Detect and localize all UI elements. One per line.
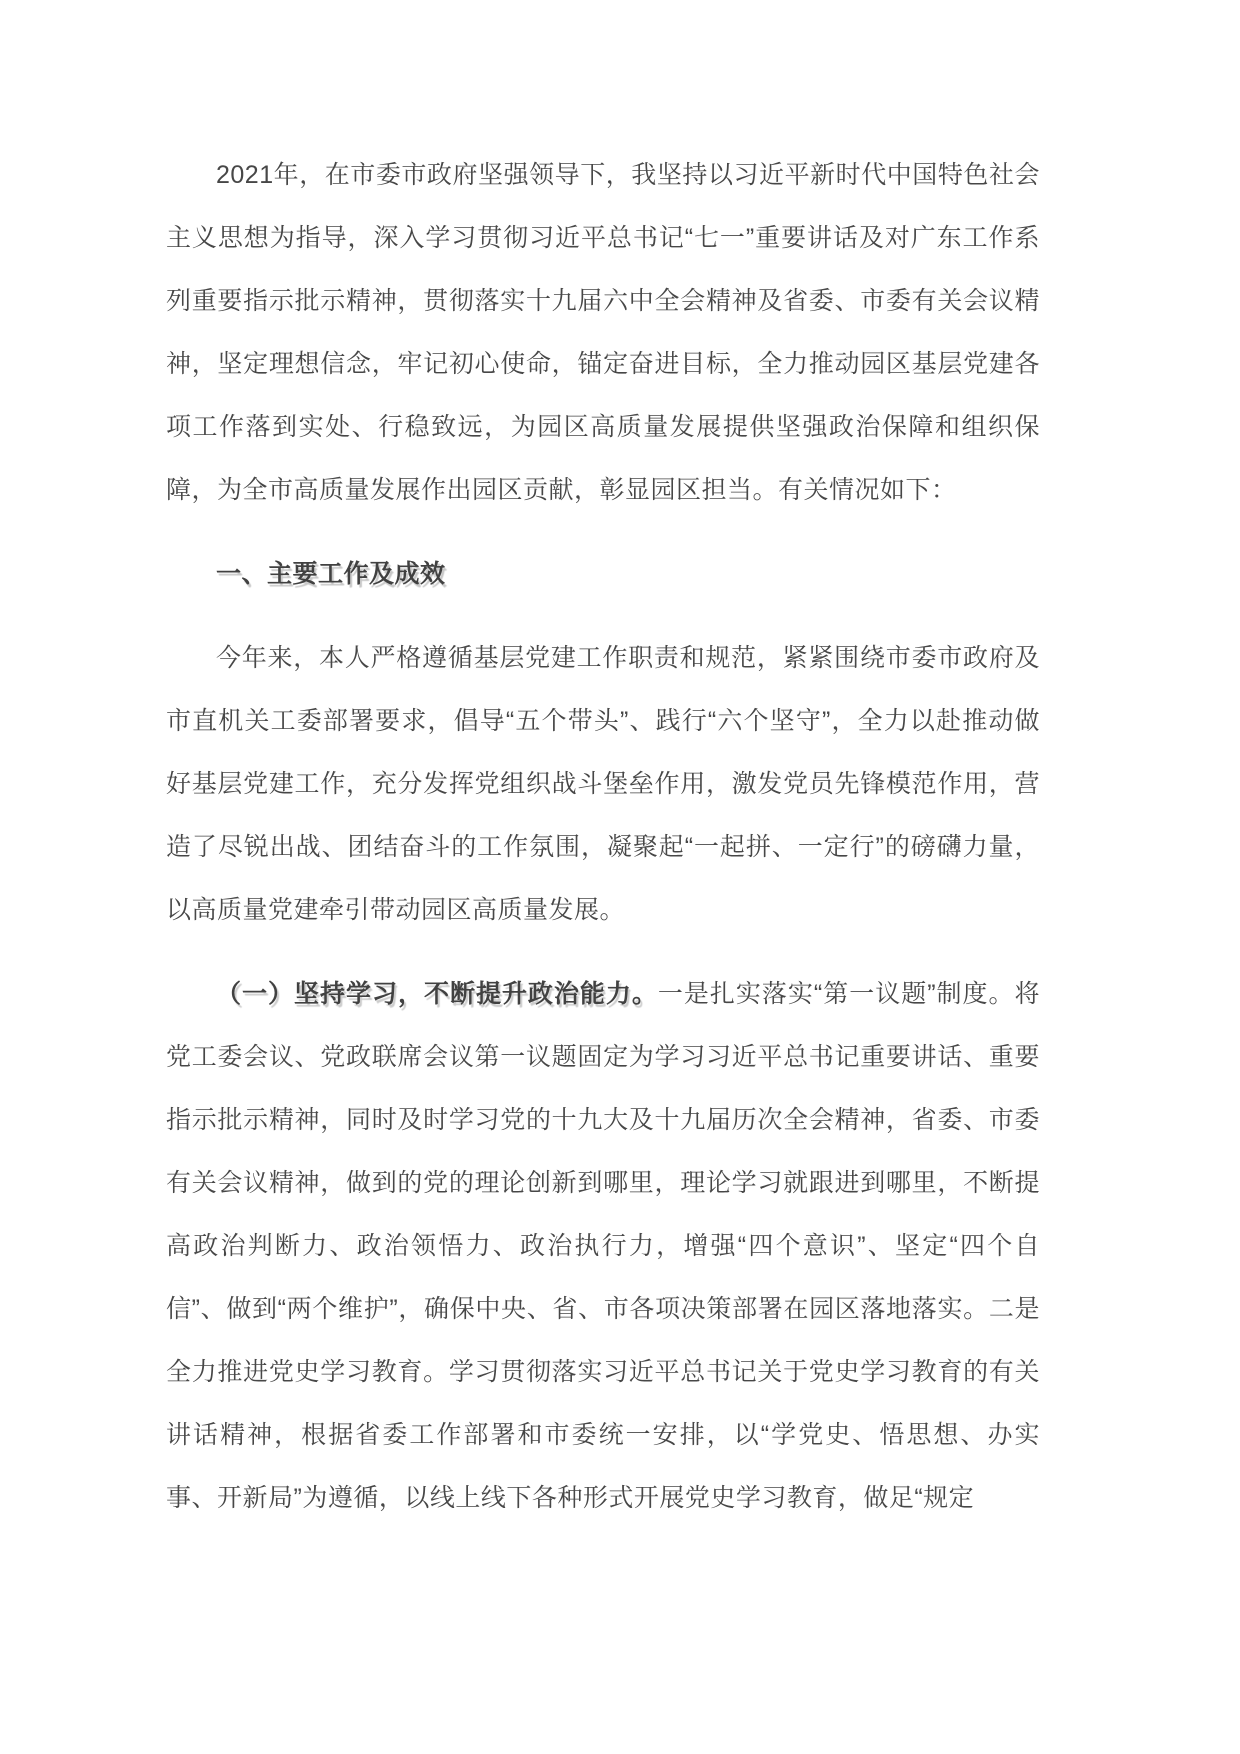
paragraph-overview: 今年来，本人严格遵循基层党建工作职责和规范，紧紧围绕市委市政府及市直机关工委部署要求，倡导“五个带头”、践行“六个坚守”，全力以赴推动做好基层党建工作，充分发挥党组织战斗堡垒作用，激发党员先锋模范作用，营造了尽锐出战、团结奋斗的工作氛围，凝聚起“一起拼、一定行”的磅礴力量，以高质量党建牵引带动园区高质量发展。: [166, 644, 1040, 924]
section-heading-main-work: 一、主要工作及成效: [216, 560, 446, 588]
document-body: [166, 144, 1040, 1530]
paragraph-point-one: [166, 963, 1040, 1530]
subsection-body-text: 一是扎实落实“第一议题”制度。将党工委会议、党政联席会议第一议题固定为学习习近平总书记重要讲话、重要指示批示精神，同时及时学习党的十九大及十九届历次全会精神，省委、市委有关会议精神，做到的党的理论创新到哪里，理论学习就跟进到哪里，不断提高政治判断力、政治领悟力、政治执行力，增强“四个意识”、坚定“四个自信”、做到“两个维护”，确保中央、省、市各项决策部署在园区落地落实。二是全力推进党史学习教育。学习贯彻落实习近平总书记关于党史学习教育的有关讲话精神，根据省委工作部署和市委统一安排，以“学党史、悟思想、办实事、开新局”为遵循，以线上线下各种形式开展党史学习教育，做足“规定: [166, 980, 1040, 1512]
subsection-title-bold: （一）坚持学习，不断提升政治能力。: [216, 980, 658, 1008]
paragraph-intro: 2021年，在市委市政府坚强领导下，我坚持以习近平新时代中国特色社会主义思想为指导，深入学习贯彻习近平总书记“七一”重要讲话及对广东工作系列重要指示批示精神，贯彻落实十九届六中全会精神及省委、市委有关会议精神，坚定理想信念，牢记初心使命，锚定奋进目标，全力推动园区基层党建各项工作落到实处、行稳致远，为园区高质量发展提供坚强政治保障和组织保障，为全市高质量发展作出园区贡献，彰显园区担当。有关情况如下：: [166, 161, 1040, 504]
